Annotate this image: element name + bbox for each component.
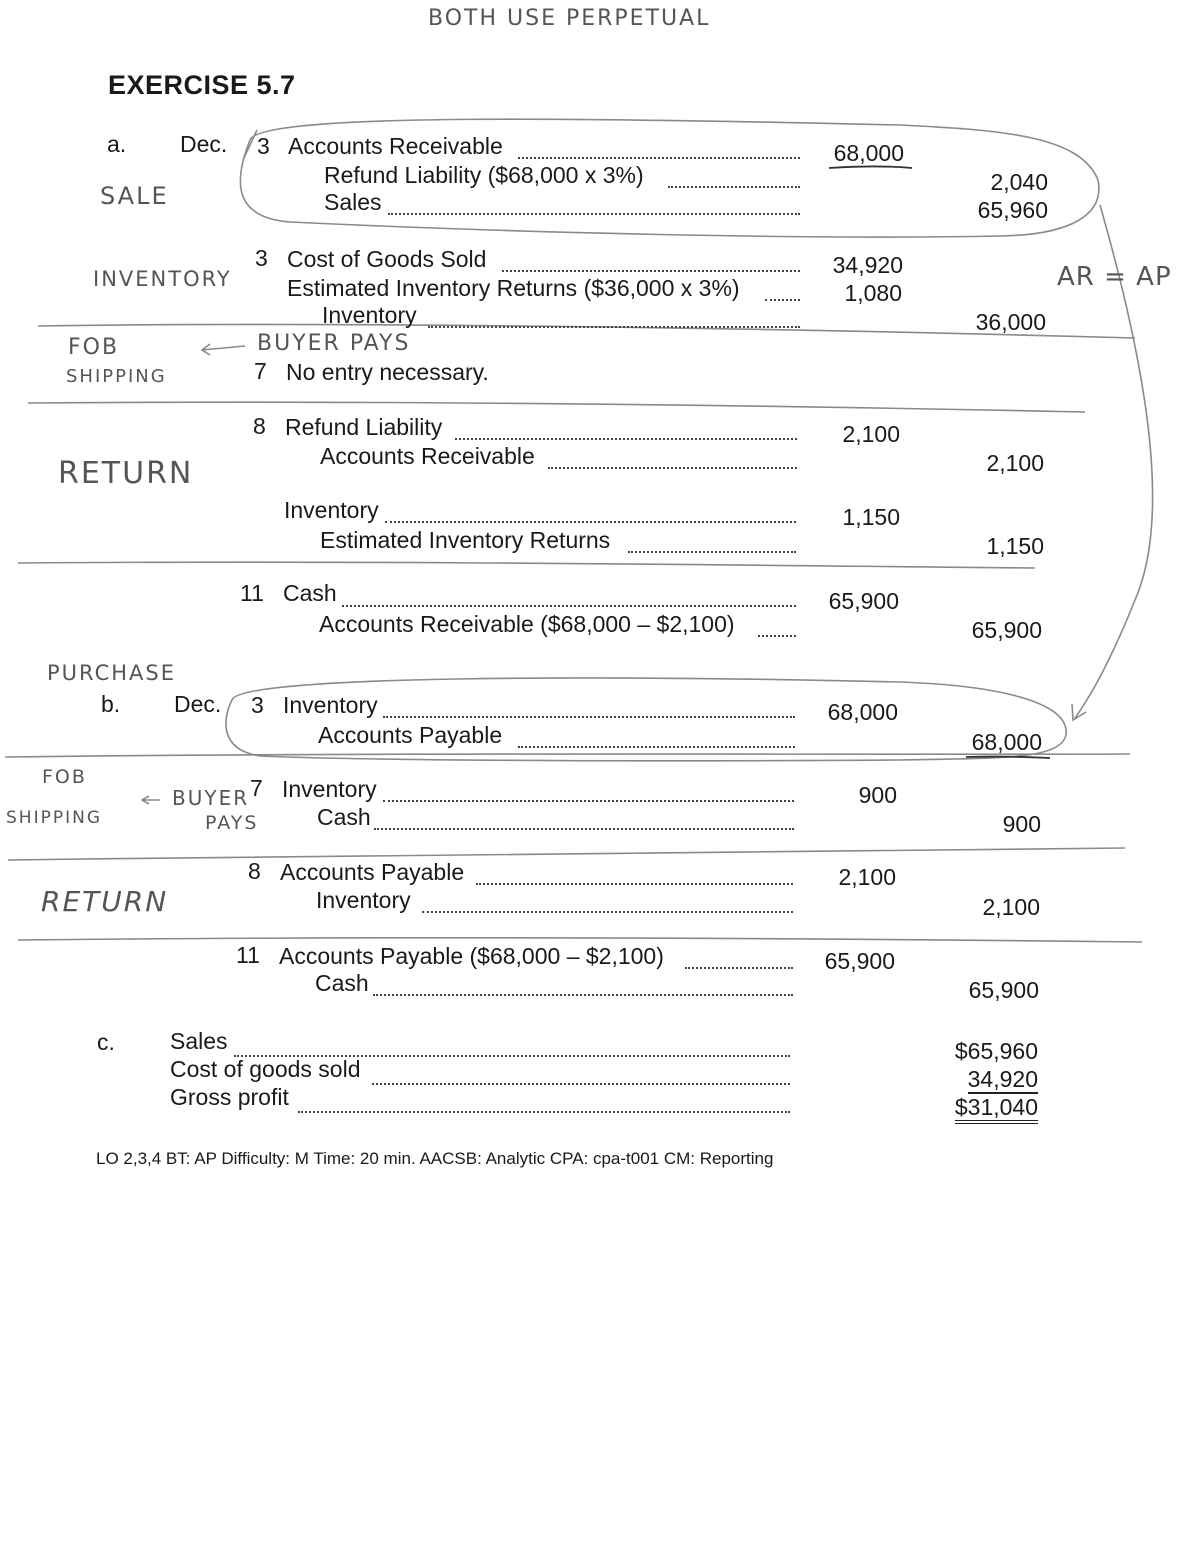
account-credit: Inventory bbox=[316, 887, 411, 913]
account-credit: Cash bbox=[315, 970, 369, 996]
no-entry-text: No entry necessary. bbox=[286, 359, 489, 385]
part-a-month: Dec. bbox=[180, 131, 228, 157]
income-value bbox=[928, 1094, 1038, 1120]
divider-3 bbox=[18, 562, 1035, 568]
income-label: Sales bbox=[170, 1028, 228, 1054]
shipping-note-2: SHIPPING bbox=[6, 808, 102, 828]
credit-amount: 65,960 bbox=[977, 197, 1048, 223]
sale-note: SALE bbox=[100, 182, 169, 210]
entry-day: 7 bbox=[254, 358, 267, 384]
part-b-month: Dec. bbox=[174, 691, 222, 717]
debit-amount: 1,080 bbox=[844, 280, 902, 306]
debit-amount: 1,150 bbox=[842, 504, 900, 530]
account-credit: Cash bbox=[317, 804, 371, 830]
account-credit: Sales bbox=[324, 189, 382, 215]
dec-slash bbox=[243, 130, 257, 160]
income-value: $65,960 bbox=[954, 1038, 1038, 1064]
account-debit: Accounts Payable bbox=[280, 859, 465, 885]
account-credit: Inventory bbox=[322, 302, 417, 328]
debit-amount: 900 bbox=[858, 782, 897, 808]
gross-profit-value: $31,040 bbox=[955, 1094, 1038, 1124]
underline-68000-debit bbox=[829, 167, 912, 169]
cogs-value: 34,920 bbox=[967, 1066, 1038, 1092]
credit-amount: 2,100 bbox=[986, 450, 1044, 476]
fob-note-1: FOB bbox=[68, 335, 120, 360]
top-note: BOTH USE PERPETUAL bbox=[428, 6, 711, 31]
income-label: Gross profit bbox=[170, 1084, 289, 1110]
part-c-letter: c. bbox=[97, 1029, 115, 1055]
income-value bbox=[928, 1066, 1038, 1092]
divider-6 bbox=[18, 938, 1142, 942]
entry-day: 11 bbox=[240, 580, 264, 606]
account-debit: Cash bbox=[283, 580, 337, 606]
account-debit: Accounts Receivable bbox=[288, 133, 503, 159]
account-credit: Accounts Receivable bbox=[320, 443, 535, 469]
buyer-pays-note-1: BUYER PAYS bbox=[257, 331, 411, 356]
account-debit: Estimated Inventory Returns ($36,000 x 3%) bbox=[287, 275, 740, 301]
buyer-note-2: BUYER bbox=[172, 786, 250, 810]
shipping-note-1: SHIPPING bbox=[66, 366, 167, 387]
account-credit: Accounts Payable bbox=[318, 722, 503, 748]
credit-amount: 36,000 bbox=[975, 309, 1046, 335]
debit-amount: 68,000 bbox=[827, 699, 898, 725]
credit-amount: 65,900 bbox=[968, 977, 1039, 1003]
ar-ap-note: AR = AP bbox=[1057, 262, 1172, 292]
buyer-pays-arrow-1 bbox=[202, 344, 245, 355]
account-debit: Accounts Payable ($68,000 – $2,100) bbox=[279, 943, 664, 969]
account-debit: Inventory bbox=[284, 497, 379, 523]
divider-2 bbox=[28, 402, 1085, 412]
entry-day: 8 bbox=[248, 858, 261, 884]
divider-5 bbox=[8, 848, 1125, 860]
buyer-pays-arrow-2 bbox=[142, 796, 160, 804]
account-debit: Refund Liability bbox=[285, 414, 443, 440]
credit-amount: 1,150 bbox=[986, 533, 1044, 559]
pays-note-2: PAYS bbox=[205, 812, 259, 834]
credit-amount: 900 bbox=[1002, 811, 1041, 837]
return-note-1: RETURN bbox=[58, 456, 194, 491]
debit-amount: 65,900 bbox=[828, 588, 899, 614]
income-label: Cost of goods sold bbox=[170, 1056, 361, 1082]
debit-amount: 34,920 bbox=[832, 252, 903, 278]
credit-amount: 68,000 bbox=[971, 729, 1042, 755]
account-credit: Estimated Inventory Returns bbox=[320, 527, 611, 553]
credit-amount: 2,100 bbox=[982, 894, 1040, 920]
account-debit: Inventory bbox=[283, 692, 378, 718]
entry-day: 3 bbox=[255, 245, 268, 271]
entry-day: 8 bbox=[253, 413, 266, 439]
fob-note-2: FOB bbox=[42, 766, 87, 788]
purchase-note: PURCHASE bbox=[47, 661, 176, 685]
debit-amount: 68,000 bbox=[833, 140, 904, 166]
footer-metadata: LO 2,3,4 BT: AP Difficulty: M Time: 20 min. AACSB: Analytic CPA: cpa-t001 CM: Reporting bbox=[96, 1149, 774, 1168]
entry-day: 3 bbox=[257, 133, 270, 159]
exercise-title: EXERCISE 5.7 bbox=[108, 70, 296, 100]
debit-amount: 2,100 bbox=[838, 864, 896, 890]
credit-amount: 65,900 bbox=[971, 617, 1042, 643]
account-debit: Inventory bbox=[282, 776, 377, 802]
inventory-note: INVENTORY bbox=[93, 267, 232, 291]
part-a-letter: a. bbox=[107, 131, 127, 157]
entry-day: 7 bbox=[250, 775, 263, 801]
account-credit: Refund Liability ($68,000 x 3%) bbox=[324, 162, 644, 188]
account-credit: Accounts Receivable ($68,000 – $2,100) bbox=[319, 611, 735, 637]
credit-amount: 2,040 bbox=[990, 169, 1048, 195]
entry-day: 11 bbox=[236, 942, 260, 968]
part-b-letter: b. bbox=[101, 691, 121, 717]
entry-day: 3 bbox=[251, 692, 264, 718]
debit-amount: 65,900 bbox=[824, 948, 895, 974]
account-debit: Cost of Goods Sold bbox=[287, 246, 487, 272]
return-note-2: RETURN bbox=[41, 885, 169, 918]
debit-amount: 2,100 bbox=[842, 421, 900, 447]
